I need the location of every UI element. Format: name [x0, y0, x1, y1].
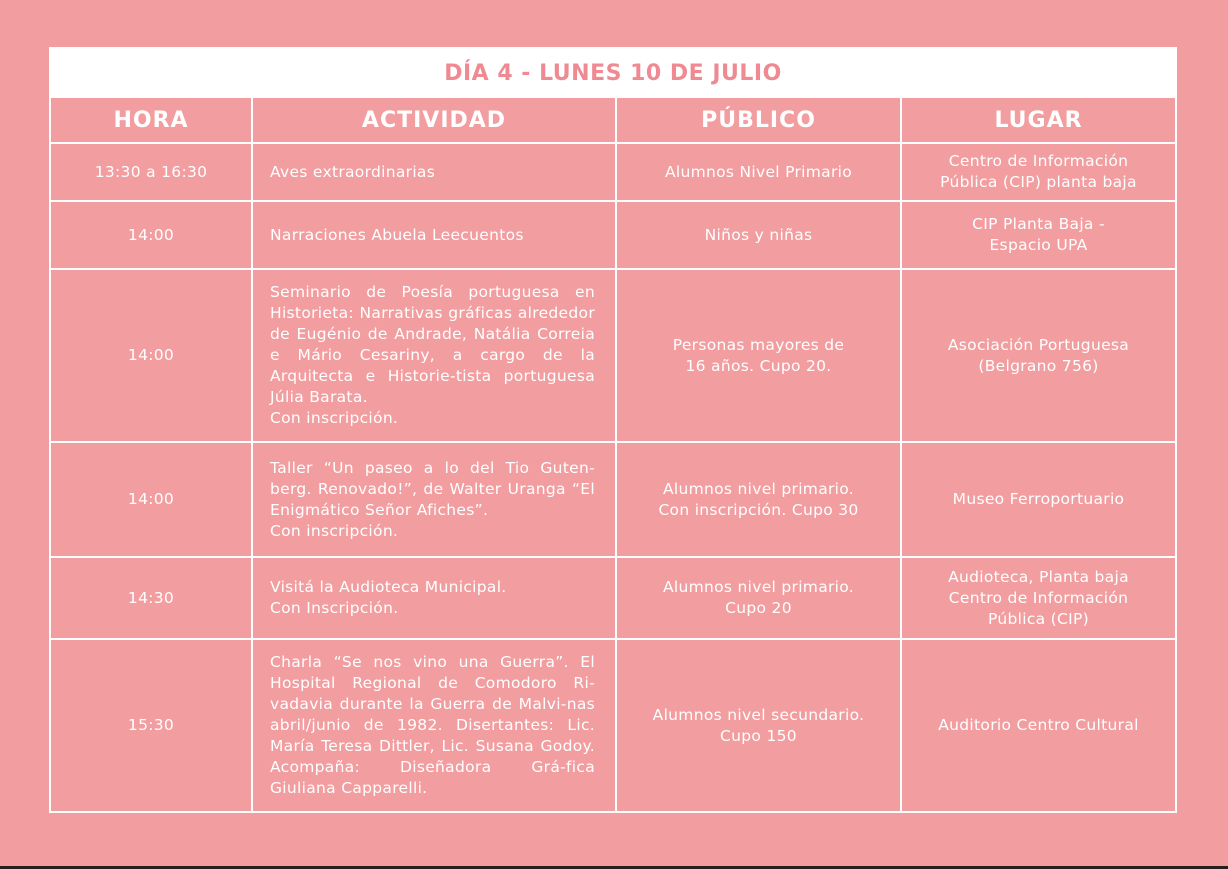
cell-actividad: Aves extraordinarias: [252, 143, 616, 201]
cell-hora: 14:00: [51, 269, 252, 442]
cell-lugar: CIP Planta Baja - Espacio UPA: [901, 201, 1175, 269]
table-row: [51, 442, 1175, 557]
cell-actividad: Seminario de Poesía portuguesa en Historieta: Narrativas gráficas alrededor de Eugénio de Andrade, Natália Correia e Mário Cesariny, a cargo de la Arquitecta e Historie-tista portuguesa Júlia Barata. Con inscripción.: [252, 269, 616, 442]
cell-actividad: Visitá la Audioteca Municipal. Con Inscripción.: [252, 557, 616, 639]
cell-hora: 15:30: [51, 639, 252, 811]
day-title: DÍA 4 - LUNES 10 DE JULIO: [51, 49, 1175, 98]
header-lugar: LUGAR: [901, 98, 1175, 143]
cell-hora: 13:30 a 16:30: [51, 143, 252, 201]
cell-actividad: Narraciones Abuela Leecuentos: [252, 201, 616, 269]
cell-actividad: Charla “Se nos vino una Guerra”. El Hospital Regional de Comodoro Ri-vadavia durante la Guerra de Malvi-nas abril/junio de 1982. Disertantes: Lic. María Teresa Dittler, Lic. Susana Godoy. Acompaña: Diseñadora Grá-fica Giuliana Capparelli.: [252, 639, 616, 811]
cell-publico: Alumnos nivel secundario. Cupo 150: [616, 639, 901, 811]
cell-publico: Niños y niñas: [616, 201, 901, 269]
cell-lugar: Asociación Portuguesa (Belgrano 756): [901, 269, 1175, 442]
header-publico: PÚBLICO: [616, 98, 901, 143]
cell-publico: Alumnos nivel primario. Con inscripción. Cupo 30: [616, 442, 901, 557]
cell-lugar: Audioteca, Planta baja Centro de Información Pública (CIP): [901, 557, 1175, 639]
cell-lugar: Museo Ferroportuario: [901, 442, 1175, 557]
cell-hora: 14:00: [51, 442, 252, 557]
schedule-table: [51, 98, 1175, 811]
table-row: [51, 269, 1175, 442]
cell-publico: Alumnos nivel primario. Cupo 20: [616, 557, 901, 639]
cell-lugar: Auditorio Centro Cultural: [901, 639, 1175, 811]
cell-actividad: Taller “Un paseo a lo del Tio Guten-berg. Renovado!”, de Walter Uranga “El Enigmático Señor Afiches”. Con inscripción.: [252, 442, 616, 557]
cell-publico: Personas mayores de 16 años. Cupo 20.: [616, 269, 901, 442]
header-hora: HORA: [51, 98, 252, 143]
table-row: [51, 639, 1175, 811]
cell-hora: 14:00: [51, 201, 252, 269]
table-row: [51, 143, 1175, 201]
cell-publico: Alumnos Nivel Primario: [616, 143, 901, 201]
schedule-table-container: [49, 47, 1177, 813]
cell-lugar: Centro de Información Pública (CIP) planta baja: [901, 143, 1175, 201]
header-actividad: ACTIVIDAD: [252, 98, 616, 143]
table-row: [51, 557, 1175, 639]
table-row: [51, 201, 1175, 269]
cell-hora: 14:30: [51, 557, 252, 639]
header-row: [51, 98, 1175, 143]
